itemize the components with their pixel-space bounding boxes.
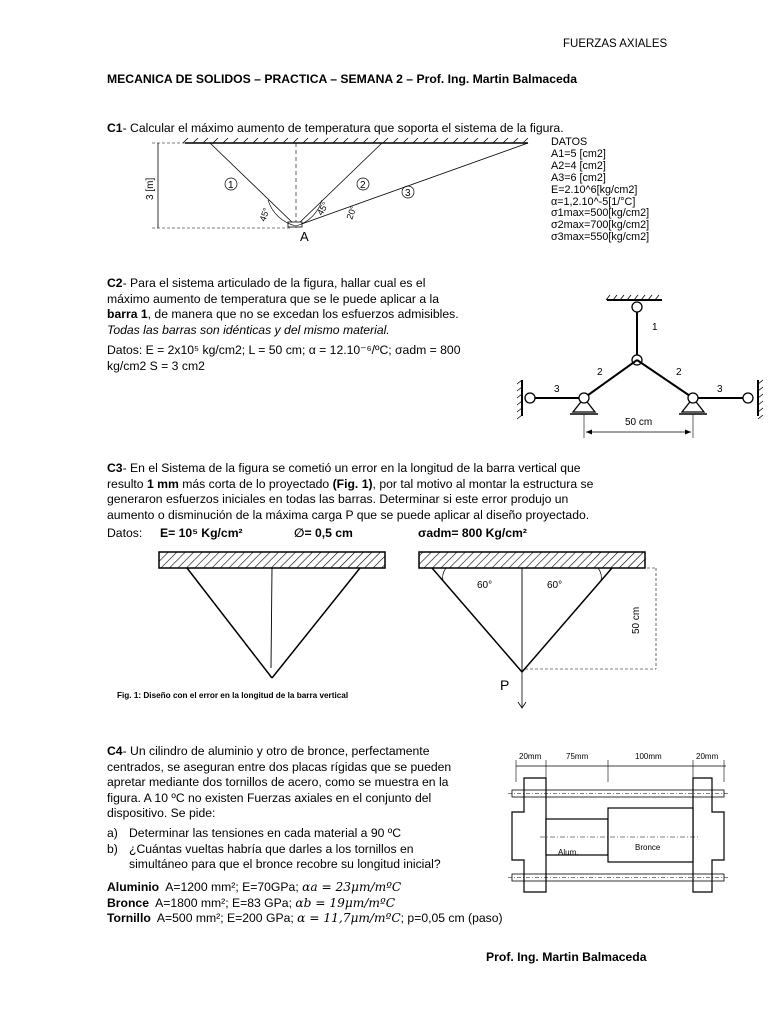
c3-right-ceiling — [419, 552, 645, 568]
c3-datos-label: Datos: — [107, 526, 143, 540]
c4-line1: - Un cilindro de aluminio y otro de bronce, perfectamente — [122, 744, 430, 758]
c2-datos-line2: kg/cm2 S = 3 cm2 — [107, 358, 205, 373]
c3-datos-s: σadm= 800 Kg/cm² — [418, 526, 527, 540]
c4-material-name: Tornillo — [107, 911, 151, 926]
c2-line4: Todas las barras son idénticas y del mismo material. — [107, 322, 390, 337]
c4-material-coef: α = 11,7μm/mºC — [297, 911, 401, 926]
c4-items — [107, 826, 477, 873]
c1-label: C1 — [107, 121, 123, 135]
c1-bar-1-label: 1 — [228, 180, 234, 191]
c4-bronze-cylinder — [608, 808, 693, 862]
c4-material-bronce — [107, 896, 503, 912]
c2-bar-2-left — [584, 360, 637, 398]
footer-signature: Prof. Ing. Martin Balmaceda — [486, 950, 647, 964]
c2-bar-1-label: 1 — [652, 322, 658, 333]
c3-left-ceiling — [159, 552, 385, 568]
c3-caption: Fig. 1: Diseño con el error en la longitud de la barra vertical — [117, 691, 349, 700]
page-title: MECANICA DE SOLIDOS – PRACTICA – SEMANA 2 – Prof. Ing. Martin Balmaceda — [107, 72, 577, 86]
c2-line3-rest: , de manera que no se excedan los esfuerzos admisibles. — [147, 307, 459, 322]
c2-bar-3-right-label: 3 — [717, 384, 723, 395]
c4-figure — [500, 742, 736, 902]
c2-line2: máximo aumento de temperatura que se le puede aplicar a la — [107, 291, 439, 306]
c4-item-a-marker: a) — [107, 826, 118, 840]
c2-bar-2-right — [637, 360, 693, 398]
c1-datos-a3: A3=6 [cm2] — [551, 171, 606, 184]
c4-left-plate — [512, 778, 546, 892]
c2-statement — [107, 276, 497, 375]
c3-height-label: 50 cm — [631, 606, 642, 634]
c3-angle-left: 60° — [477, 580, 493, 591]
c4-item-b-text: ¿Cuántas vueltas habría que darles a los tornillos en — [129, 841, 414, 856]
c4-dim-2: 75mm — [566, 752, 589, 761]
c3-right-bar-right — [522, 568, 612, 672]
c1-angle-3: 20° — [344, 204, 359, 221]
c1-datos-s2: σ2max=700[kg/cm2] — [551, 219, 650, 232]
c4-alum-label: Alum. — [558, 848, 579, 857]
c3-line2-b: 1 mm — [146, 476, 179, 491]
c2-label: C2 — [107, 276, 123, 290]
c3-angle-right: 60° — [547, 580, 563, 591]
c4-item-b — [107, 842, 477, 858]
c1-datos — [551, 137, 649, 244]
c3-left-bar-right — [272, 568, 360, 678]
c1-datos-a2: A2=4 [cm2] — [551, 159, 606, 172]
c4-material-coef: αa = 23μm/mºC — [302, 880, 402, 894]
c3-datos-d: ∅= 0,5 cm — [294, 526, 353, 540]
c4-line5: dispositivo. Se pide: — [107, 806, 216, 821]
c1-statement — [107, 121, 564, 137]
c1-datos-a1: A1=5 [cm2] — [551, 147, 606, 160]
c1-datos-s1: σ1max=500[kg/cm2] — [551, 207, 650, 220]
running-title: FUERZAS AXIALES — [563, 38, 668, 50]
c3-line2-d: (Fig. 1) — [332, 476, 373, 491]
c4-materials — [107, 880, 503, 927]
c3-line4: aumento o disminución de la máxima carga P que se puede aplicar al diseño proyectado. — [107, 507, 590, 522]
c4-material-props: A=1200 mm²; E=70GPa; — [165, 880, 303, 894]
c1-bar-2-label: 2 — [360, 180, 366, 191]
c4-item-b-text2: simultáneo para que el bronce recobre su longitud inicial? — [129, 857, 441, 872]
c4-dim-1: 20mm — [519, 752, 542, 761]
c4-material-coef: αb = 19μm/mºC — [295, 895, 396, 910]
c1-figure — [140, 138, 540, 243]
c4-label: C4 — [107, 744, 123, 758]
c3-line2-e: , por tal motivo al montar la estructura se — [372, 476, 594, 491]
c1-datos-alpha: α=1,2.10^-5[1/°C] — [551, 195, 636, 208]
c3-label: C3 — [107, 461, 123, 475]
c4-material-extra: ; p=0,05 cm (paso) — [400, 911, 503, 926]
c3-line1: - En el Sistema de la figura se cometió un error en la longitud de la barra vertical que — [122, 461, 581, 475]
c3-line2-a: resulto — [107, 476, 147, 491]
c3-figure — [155, 548, 675, 713]
c4-item-b-marker: b) — [107, 841, 118, 856]
c1-datos-e: E=2.10^6[kg/cm2] — [551, 183, 638, 196]
c2-figure — [512, 292, 768, 442]
c4-item-a — [107, 826, 477, 842]
c1-bar-1 — [210, 143, 296, 226]
c4-line4: figura. A 10 ºC no existen Fuerzas axiales en el conjunto del — [107, 790, 432, 805]
c4-material-tornillo — [107, 911, 503, 927]
c4-right-plate — [693, 778, 724, 892]
c4-material-name: Aluminio — [107, 880, 160, 894]
c4-item-a-text: Determinar las tensiones en cada material a 90 ºC — [129, 826, 402, 840]
c4-material-props: A=500 mm²; E=200 GPa; — [156, 911, 298, 926]
c2-bar-2-right-label: 2 — [676, 367, 682, 378]
c4-line3: apretar mediante dos tornillos de acero, como se muestra en la — [107, 775, 449, 790]
c1-datos-s3: σ3max=550[kg/cm2] — [551, 231, 650, 244]
c2-datos-line1: Datos: E = 2x10⁵ kg/cm2; L = 50 cm; α = 12.10⁻⁶/ºC; σadm = 800 — [107, 343, 461, 358]
c3-load-label: P — [500, 677, 510, 693]
c1-bar-3-label: 3 — [405, 188, 411, 199]
c3-left-bar-left — [187, 568, 272, 678]
c4-material-aluminio — [107, 880, 503, 896]
c2-span-label: 50 cm — [625, 417, 653, 428]
c1-datos-title: DATOS — [551, 136, 588, 148]
c3-line2-c: más corta de lo proyectado — [178, 476, 333, 491]
c1-angle-1: 45° — [257, 206, 272, 223]
c1-node-label: A — [300, 229, 309, 243]
c3-statement — [107, 461, 661, 523]
c4-dim-4: 20mm — [696, 752, 719, 761]
c2-bar-3-left-label: 3 — [554, 384, 560, 395]
c4-statement — [107, 744, 477, 822]
c4-dim-3: 100mm — [635, 752, 662, 761]
c1-angle-2: 45° — [315, 200, 331, 217]
c4-material-props: A=1800 mm²; E=83 GPa; — [155, 895, 296, 910]
c4-material-name: Bronce — [107, 895, 149, 910]
c4-item-b-line2 — [107, 857, 477, 873]
c2-line3-bold: barra 1 — [107, 307, 148, 322]
c3-line3: generaron esfuerzos iniciales en todas las barras. Determinar si este error produjo un — [107, 492, 569, 507]
c1-height-label: 3 [m] — [145, 177, 156, 200]
c3-left-bar-vertical — [271, 568, 272, 668]
c2-bar-2-left-label: 2 — [597, 367, 603, 378]
c4-line2: centrados, se aseguran entre dos placas rígidas que se pueden — [107, 759, 452, 774]
c3-datos-e: E= 10⁵ Kg/cm² — [160, 526, 243, 540]
c1-bar-3 — [296, 143, 528, 226]
c2-line1: - Para el sistema articulado de la figura, hallar cual es el — [122, 276, 426, 290]
c1-text: - Calcular el máximo aumento de temperatura que soporta el sistema de la figura. — [122, 121, 564, 135]
c4-bronce-label: Bronce — [635, 843, 661, 852]
